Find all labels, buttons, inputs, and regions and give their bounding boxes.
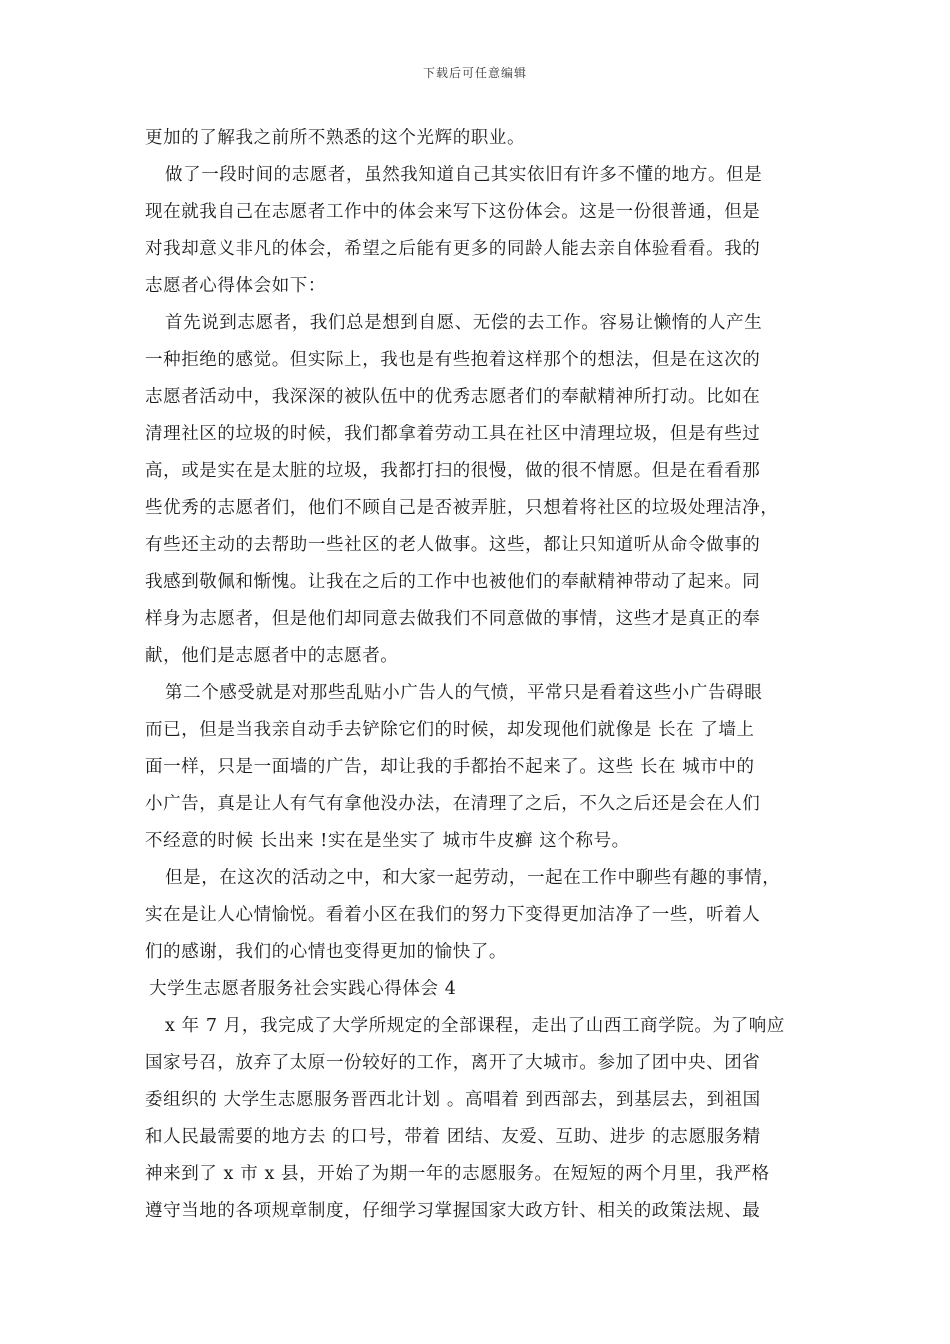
text-line: 清理社区的垃圾的时候，我们都拿着劳动工具在社区中清理垃圾，但是有些过 — [145, 424, 761, 444]
text-line: 一种拒绝的感觉。但实际上，我也是有些抱着这样那个的想法，但是在这次的 — [145, 350, 761, 370]
text-line: 遵守当地的各项规章制度，仔细学习掌握国家大政方针、相关的政策法规、最 — [145, 1201, 761, 1221]
text-line: 高，或是实在是太脏的垃圾，我都打扫的很慢，做的很不情愿。但是在看看那 — [145, 461, 761, 481]
text-line: 有些还主动的去帮助一些社区的老人做事。这些，都让只知道听从命令做事的 — [145, 535, 761, 555]
text-line: 首先说到志愿者，我们总是想到自愿、无偿的去工作。容易让懒惰的人产生 — [165, 313, 763, 333]
text-line: 不经意的时候 长出来 !实在是坐实了 城市牛皮癣 这个称号。 — [145, 831, 630, 851]
text-line: 献，他们是志愿者中的志愿者。 — [145, 646, 399, 666]
text-line: 神来到了 x 市 x 县，开始了为期一年的志愿服务。在短短的两个月里，我严格 — [145, 1164, 770, 1184]
text-line: 更加的了解我之前所不熟悉的这个光辉的职业。 — [145, 128, 526, 148]
text-line: 而已，但是当我亲自动手去铲除它们的时候，却发现他们就像是 长在 了墙上 — [145, 720, 755, 740]
text-line: 现在就我自己在志愿者工作中的体会来写下这份体会。这是一份很普通，但是 — [145, 202, 761, 222]
document-body — [145, 120, 825, 1230]
text-line: 样身为志愿者，但是他们却同意去做我们不同意做的事情，这些才是真正的奉 — [145, 609, 761, 629]
text-line: 志愿者心得体会如下： — [145, 276, 326, 296]
text-line: 我感到敬佩和惭愧。让我在之后的工作中也被他们的奉献精神带动了起来。同 — [145, 572, 761, 592]
text-line: 和人民最需要的地方去 的口号，带着 团结、友爱、互助、进步 的志愿服务精 — [145, 1127, 761, 1147]
text-line: 志愿者活动中，我深深的被队伍中的优秀志愿者们的奉献精神所打动。比如在 — [145, 387, 761, 407]
text-line: 但是，在这次的活动之中，和大家一起劳动，一起在工作中聊些有趣的事情， — [165, 868, 781, 888]
text-line: 委组织的 大学生志愿服务晋西北计划 。高唱着 到西部去，到基层去，到祖国 — [145, 1090, 761, 1110]
text-line: 国家号召，放弃了太原一份较好的工作，离开了大城市。参加了团中央、团省 — [145, 1053, 761, 1073]
text-line: 做了一段时间的志愿者，虽然我知道自己其实依旧有许多不懂的地方。但是 — [165, 165, 763, 185]
text-line: 面一样，只是一面墙的广告，却让我的手都抬不起来了。这些 长在 城市中的 — [145, 757, 755, 777]
text-line: 实在是让人心情愉悦。看着小区在我们的努力下变得更加洁净了一些，听着人 — [145, 905, 761, 925]
text-line: 第二个感受就是对那些乱贴小广告人的气愤，平常只是看着这些小广告碍眼 — [165, 683, 763, 703]
text-line: 对我却意义非凡的体会，希望之后能有更多的同龄人能去亲自体验看看。我的 — [145, 239, 761, 259]
page-header: 下载后可任意编辑 — [422, 66, 527, 80]
text-line: 小广告，真是让人有气有拿他没办法，在清理了之后，不久之后还是会在人们 — [145, 794, 761, 814]
text-line: x 年 7 月，我完成了大学所规定的全部课程，走出了山西工商学院。为了响应 — [165, 1016, 785, 1036]
text-line: 些优秀的志愿者们，他们不顾自己是否被弄脏，只想着将社区的垃圾处理洁净， — [145, 498, 779, 518]
text-line: 大学生志愿者服务社会实践心得体会 4 — [149, 979, 457, 999]
text-line: 们的感谢，我们的心情也变得更加的愉快了。 — [145, 942, 507, 962]
